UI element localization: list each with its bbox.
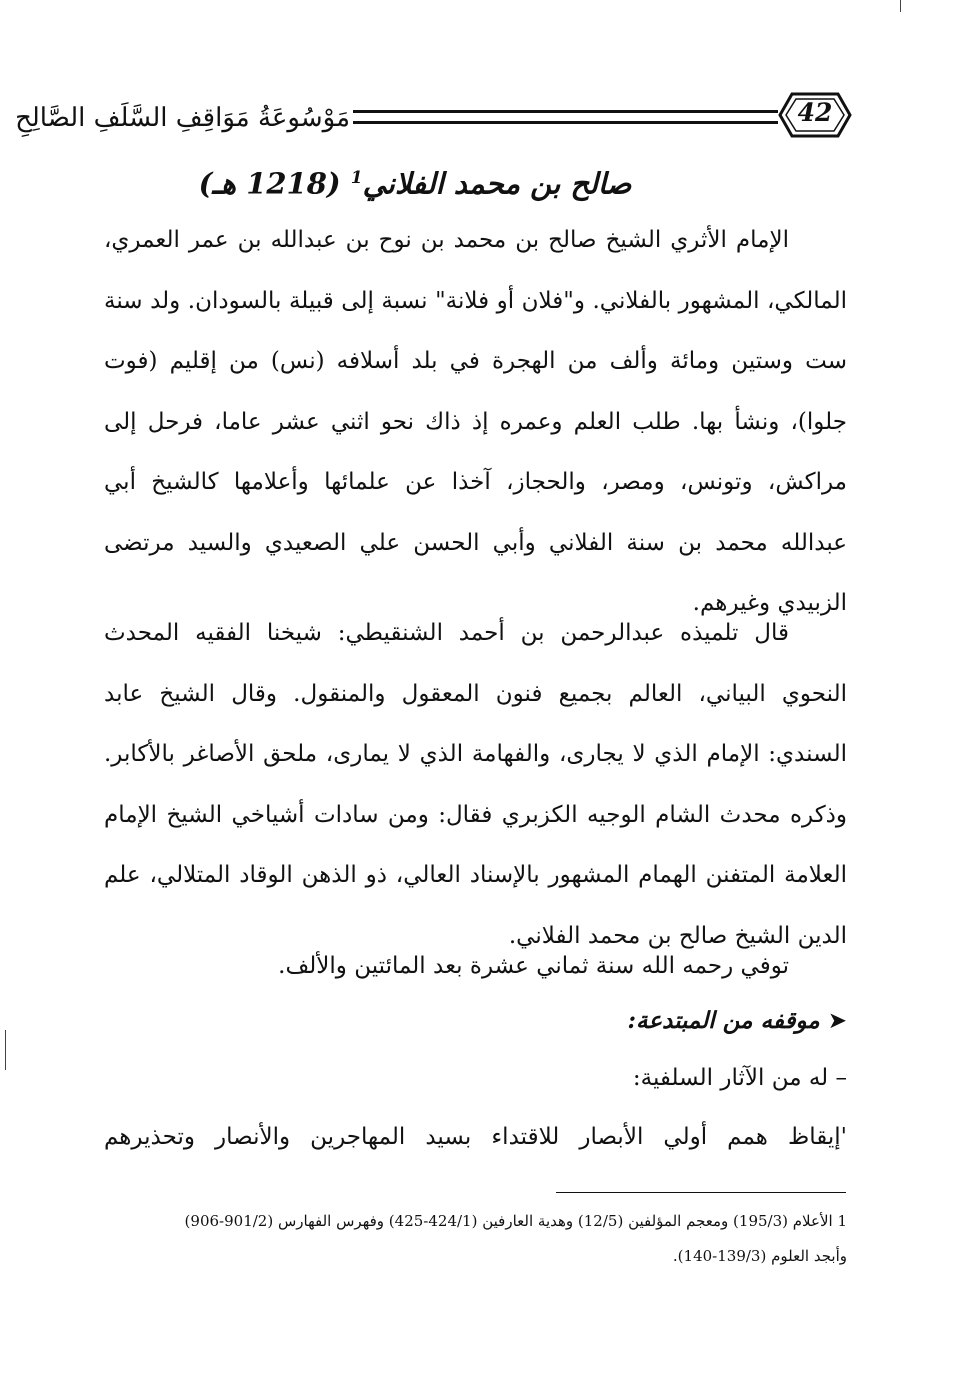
quote-mark: ' [840,1124,847,1150]
section-heading-text: موقفه من المبتدعة: [627,1007,820,1034]
scan-edge-mark [900,0,901,12]
work-title-text: إيقاظ همم أولي الأبصار للاقتداء بسيد المهاجرين والأنصار وتحذيرهم [104,1124,841,1150]
footnote-separator [556,1192,846,1193]
footnote-reference: 1 [350,168,363,188]
death-paragraph: توفي رحمه الله سنة ثماني عشرة بعد المائتين والألف. [278,953,789,979]
footnote-line: وأبجد العلوم (139/3-140). [672,1247,847,1265]
footnotes [104,1204,847,1274]
works-label: – له من الآثار السلفية: [632,1065,847,1091]
students-praise-paragraph: قال تلميذه عبدالرحمن بن أحمد الشنقيطي: شيخنا الفقيه المحدث النحوي البياني، العالم بجميع فنون المعقول والمنقول. وقال الشيخ عابد السندي: الإمام الذي لا يجارى، والفهامة الذي لا يمارى، ملحق الأصاغر بالأكابر. وذكره محدث الشام الوجيه الكزبري فقال: ومن سادات أشياخي الشيخ الإمام العلامة المتفنن الهمام المشهور بالإسناد العالي، ذو الذهن الوقاد المتلالي، علم الدين الشيخ صالح بن محمد الفلاني. [104,620,847,949]
death-year: (1218 هـ) [198,166,341,201]
page-header [15,92,855,144]
page-number: 42 [797,98,833,127]
work-title [104,1110,847,1165]
footnote-line: 1 الأعلام (195/3) ومعجم المؤلفين (12/5) وهدية العارفين (424/1-425) وفهرس الفهارس (901/2-906) [184,1212,847,1230]
arrow-bullet-icon: ➤ [827,1008,847,1034]
scan-edge-mark [5,1030,6,1070]
running-title: مَوْسُوعَةُ مَوَاقِفِ السَّلَفِ الصَّالِحِ [15,103,350,133]
biography-heading [180,152,650,204]
section-heading [300,996,847,1046]
header-double-rule [353,110,778,124]
biography-paragraph: الإمام الأثري الشيخ صالح بن محمد بن نوح بن عبدالله بن عمر العمري، المالكي، المشهور بالفلاني. و"فلان أو فلانة" نسبة إلى قبيلة بالسودان. ولد سنة ست وستين ومائة وألف من الهجرة في بلد أسلافه (نس) من إقليم (فوت جلوا)، ونشأ بها. طلب العلم وعمره إذ ذاك نحو اثني عشر عاما، فرحل إلى مراكش، وتونس، ومصر، والحجاز، آخذا عن علمائها وأعلامها كالشيخ أبي عبدالله محمد بن سنة الفلاني وأبي الحسن علي الصعيدي والسيد مرتضى الزبيدي وغيرهم. [104,227,848,616]
page-number-badge [778,92,852,138]
scholar-name: صالح بن محمد الفلاني [362,166,632,201]
